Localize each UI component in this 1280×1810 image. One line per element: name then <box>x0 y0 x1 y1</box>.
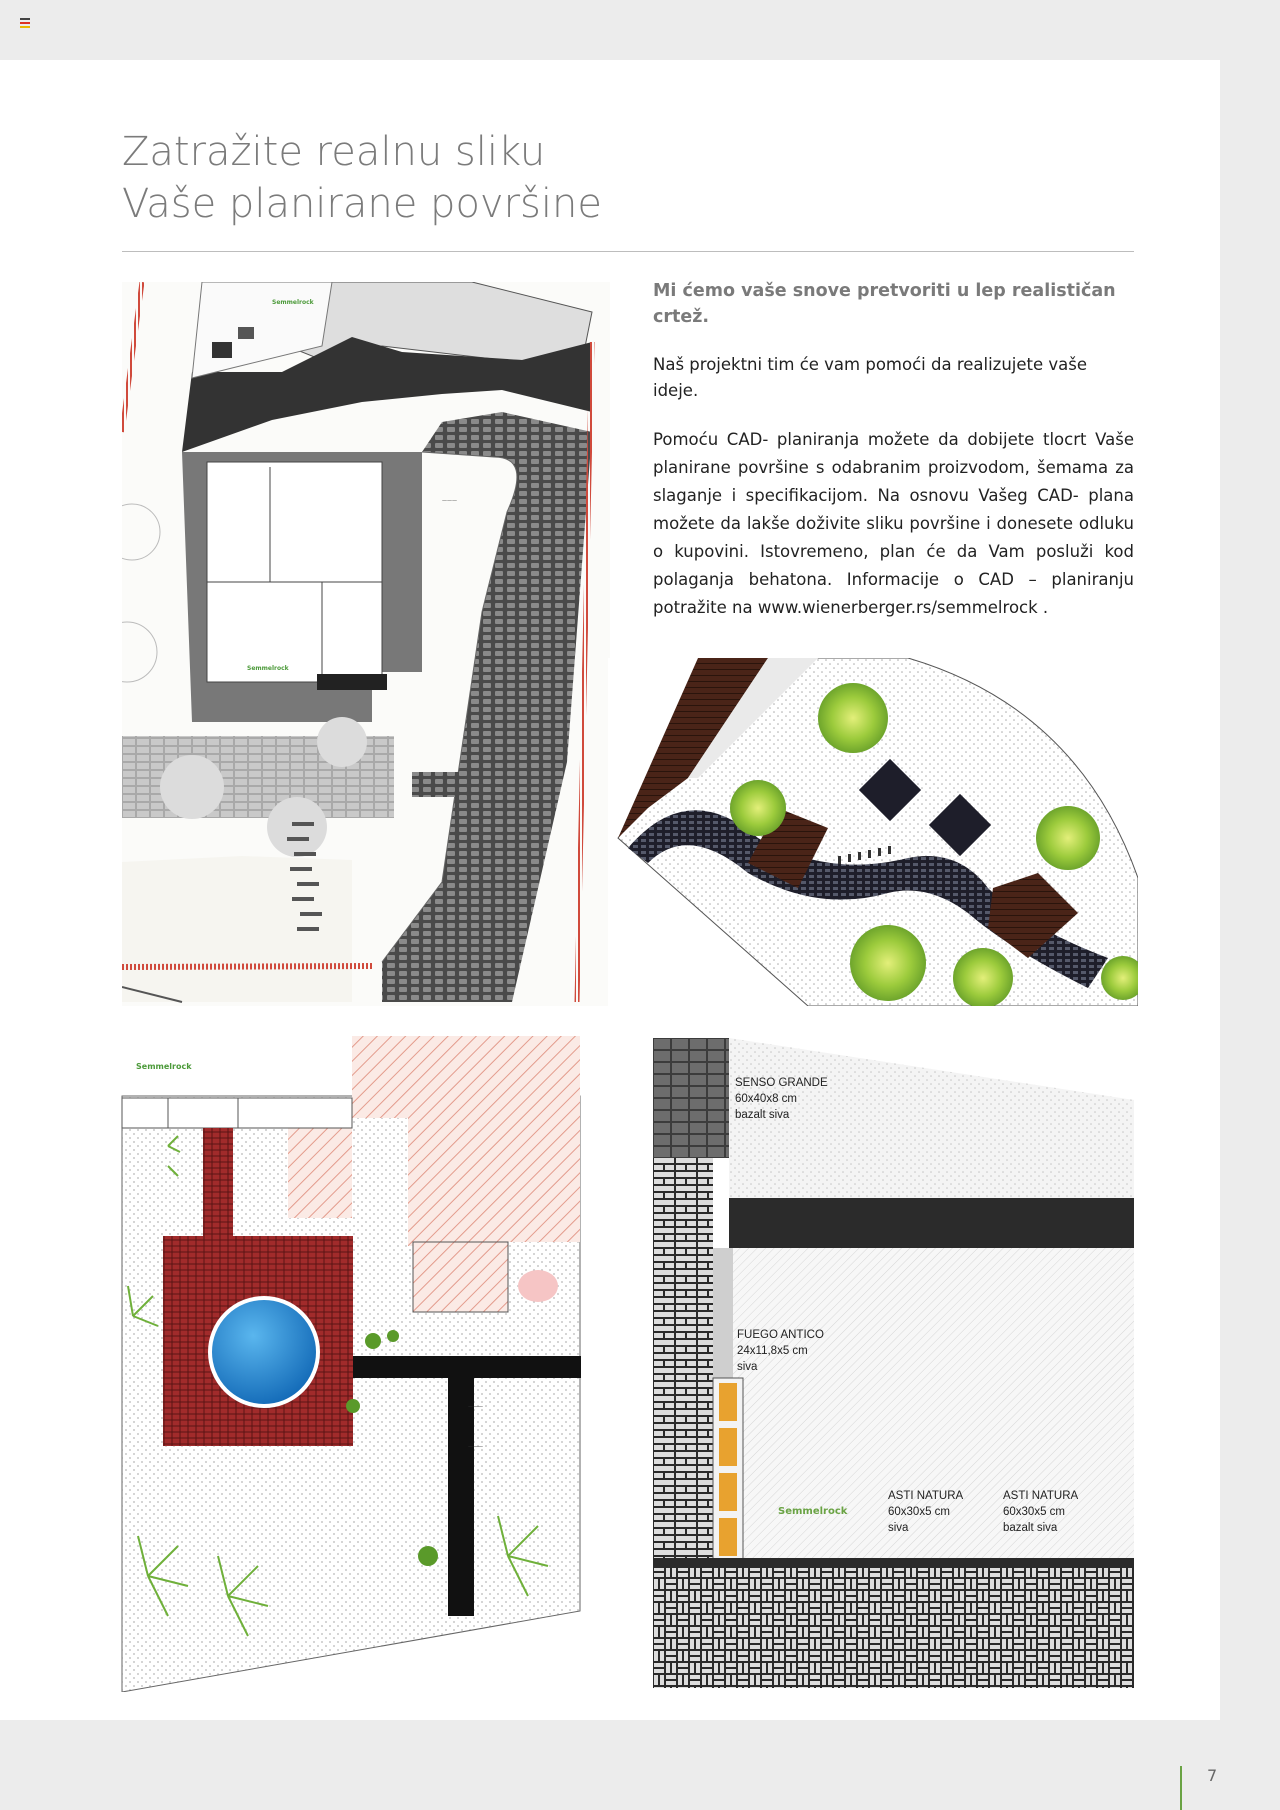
svg-text:———: ——— <box>468 1404 483 1410</box>
terrace-label-4-size: 60x30x5 cm <box>1003 1506 1066 1518</box>
intro-lead: Mi ćemo vaše snove pretvoriti u lep realističan crtež. <box>653 281 1116 327</box>
page-number: 7 <box>1207 1766 1218 1785</box>
terrace-paving-plan <box>653 1038 1134 1688</box>
svg-text:Semmelrock: Semmelrock <box>272 299 314 306</box>
terrace-label-3-color: siva <box>888 1522 909 1534</box>
footer-divider <box>1180 1766 1182 1810</box>
intro-text <box>653 278 1134 622</box>
title-line-1: Zatražite realnu sliku <box>122 129 546 175</box>
intro-paragraph-1: Naš projektni tim će vam pomoći da realizujete vaše ideje. <box>653 355 1088 400</box>
terrace-label-2-color: siva <box>737 1361 758 1373</box>
title-divider <box>122 251 1134 252</box>
terrace-label-2-size: 24x11,8x5 cm <box>737 1345 808 1357</box>
page-title <box>122 126 602 230</box>
terrace-label-1-color: bazalt siva <box>735 1109 790 1121</box>
svg-text:———: ——— <box>442 498 457 504</box>
pool-plan-logo: Semmelrock <box>136 1062 192 1071</box>
svg-text:———: ——— <box>468 1444 483 1450</box>
garden-path-plan <box>608 658 1138 1006</box>
house-site-plan <box>122 282 610 1006</box>
intro-paragraph-2: Pomoću CAD- planiranja možete da dobijete tlocrt Vaše planirane površine s odabranim proizvodom, šemama za slaganje i specifikacijom. Na osnovu Vašeg CAD- plana možete da lakše doživite sliku površine i donesete odluku o kupovini. Istovremeno, plan će da Vam posluži kod polaganja behatona. Informacije o CAD – planiranju potražite na www.wienerberger.rs/semmelrock . <box>653 430 1134 617</box>
terrace-label-1-name: SENSO GRANDE <box>735 1077 828 1089</box>
terrace-label-4-color: bazalt siva <box>1003 1522 1058 1534</box>
terrace-label-1-size: 60x40x8 cm <box>735 1093 798 1105</box>
terrace-label-3-size: 60x30x5 cm <box>888 1506 951 1518</box>
pool-garden-plan <box>108 1036 624 1692</box>
terrace-label-2-name: FUEGO ANTICO <box>737 1329 824 1341</box>
terrace-plan-logo: Semmelrock <box>778 1506 848 1517</box>
title-line-2: Vaše planirane površine <box>122 181 602 227</box>
hamburger-menu-icon[interactable] <box>20 18 30 26</box>
terrace-label-3-name: ASTI NATURA <box>888 1490 964 1502</box>
svg-text:Semmelrock: Semmelrock <box>247 665 289 672</box>
terrace-label-4-name: ASTI NATURA <box>1003 1490 1079 1502</box>
